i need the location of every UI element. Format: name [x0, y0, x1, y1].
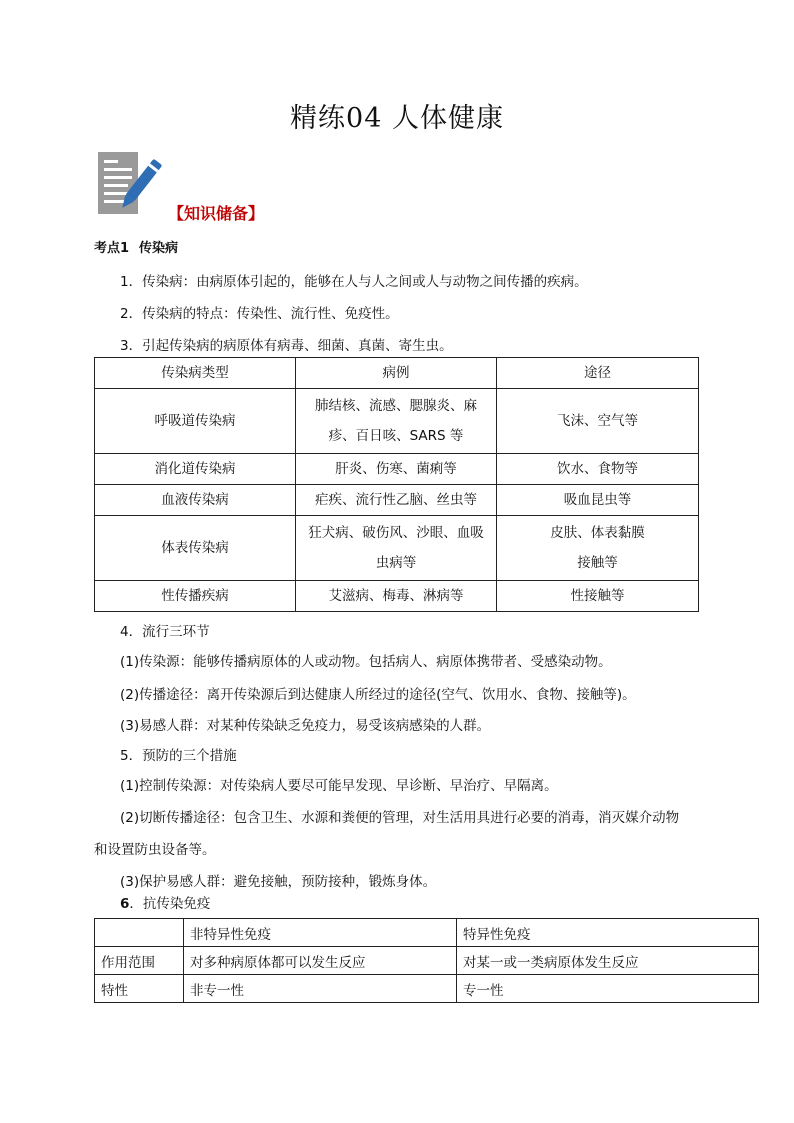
- table-cell-type: 性传播疾病: [95, 581, 296, 612]
- item-number: 6: [120, 896, 130, 912]
- text-line: 和设置防虫设备等。: [94, 842, 216, 858]
- kaodian-name: 传染病: [139, 241, 179, 256]
- case-line: 狂犬病、破伤风、沙眼、血吸: [308, 525, 484, 541]
- table-header-cell: 途径: [497, 358, 699, 389]
- text-line: (3)保护易感人群：避免接触，预防接种，锻炼身体。: [120, 874, 437, 890]
- table-cell: 对多种病原体都可以发生反应: [184, 947, 457, 975]
- table-cell-case: 疟疾、流行性乙脑、丝虫等: [296, 485, 497, 516]
- table-cell-route: 吸血昆虫等: [497, 485, 699, 516]
- text-line: (3)易感人群：对某种传染缺乏免疫力，易受该病感染的人群。: [120, 718, 491, 734]
- table-cell-case: [296, 516, 497, 581]
- table-row: [95, 947, 759, 975]
- table-header-cell: 特异性免疫: [457, 919, 759, 947]
- table-cell-case: 艾滋病、梅毒、淋病等: [296, 581, 497, 612]
- disease-type-table: [94, 357, 699, 612]
- table-header-cell: [95, 919, 184, 947]
- table-cell: 专一性: [457, 975, 759, 1003]
- item-text: ．抗传染免疫: [129, 896, 211, 912]
- table-cell-type: 消化道传染病: [95, 454, 296, 485]
- text-line: (1)控制传染源：对传染病人要尽可能早发现、早诊断、早治疗、早隔离。: [120, 778, 558, 794]
- table-cell: 作用范围: [95, 947, 184, 975]
- table-cell-route: 性接触等: [497, 581, 699, 612]
- table-header-row: [95, 919, 759, 947]
- table-row: [95, 975, 759, 1003]
- text-line: 3．引起传染病的病原体有病毒、细菌、真菌、寄生虫。: [120, 338, 453, 354]
- text-line: 5．预防的三个措施: [120, 748, 237, 764]
- table-cell-type: 血液传染病: [95, 485, 296, 516]
- table-header-cell: 传染病类型: [95, 358, 296, 389]
- page-title: 精练04 人体健康: [290, 103, 504, 134]
- table-row: [95, 454, 699, 485]
- table-cell-case: [296, 389, 497, 454]
- route-line: 接触等: [577, 555, 618, 571]
- section-tag: 【知识储备】: [168, 204, 265, 223]
- table-cell: 非专一性: [184, 975, 457, 1003]
- text-line: 2．传染病的特点：传染性、流行性、免疫性。: [120, 306, 399, 322]
- table-cell: 对某一或一类病原体发生反应: [457, 947, 759, 975]
- table-header-row: [95, 358, 699, 389]
- text-line: (2)切断传播途径：包含卫生、水源和粪便的管理，对生活用具进行必要的消毒，消灭媒介动物: [120, 810, 680, 826]
- table-row: [95, 581, 699, 612]
- kaodian-number: 考点1: [94, 241, 130, 256]
- table-cell-route: [497, 516, 699, 581]
- case-line: 虫病等: [375, 555, 417, 571]
- text-line: 4．流行三环节: [120, 624, 210, 640]
- case-line: 肺结核、流感、腮腺炎、麻: [315, 398, 477, 414]
- table-header-cell: 病例: [296, 358, 497, 389]
- text-line: (2)传播途径：离开传染源后到达健康人所经过的途径(空气、饮用水、食物、接触等)。: [120, 687, 636, 703]
- text-line: (1)传染源：能够传播病原体的人或动物。包括病人、病原体携带者、受感染动物。: [120, 654, 612, 670]
- table-cell-route: 飞沫、空气等: [497, 389, 699, 454]
- route-line: 皮肤、体表黏膜: [550, 525, 645, 541]
- table-row: [95, 485, 699, 516]
- kaodian-heading: [94, 237, 188, 256]
- table-cell-type: 体表传染病: [95, 516, 296, 581]
- text-line: [120, 892, 210, 912]
- case-line: 疹、百日咳、SARS 等: [328, 428, 464, 444]
- text-line: 1．传染病：由病原体引起的，能够在人与人之间或人与动物之间传播的疾病。: [120, 274, 588, 290]
- table-row: [95, 389, 699, 454]
- table-cell-type: 呼吸道传染病: [95, 389, 296, 454]
- table-cell: 特性: [95, 975, 184, 1003]
- immunity-table: [94, 918, 759, 1003]
- notes-pen-icon: [96, 148, 166, 218]
- table-cell-route: 饮水、食物等: [497, 454, 699, 485]
- table-cell-case: 肝炎、伤寒、菌痢等: [296, 454, 497, 485]
- table-row: [95, 516, 699, 581]
- table-header-cell: 非特异性免疫: [184, 919, 457, 947]
